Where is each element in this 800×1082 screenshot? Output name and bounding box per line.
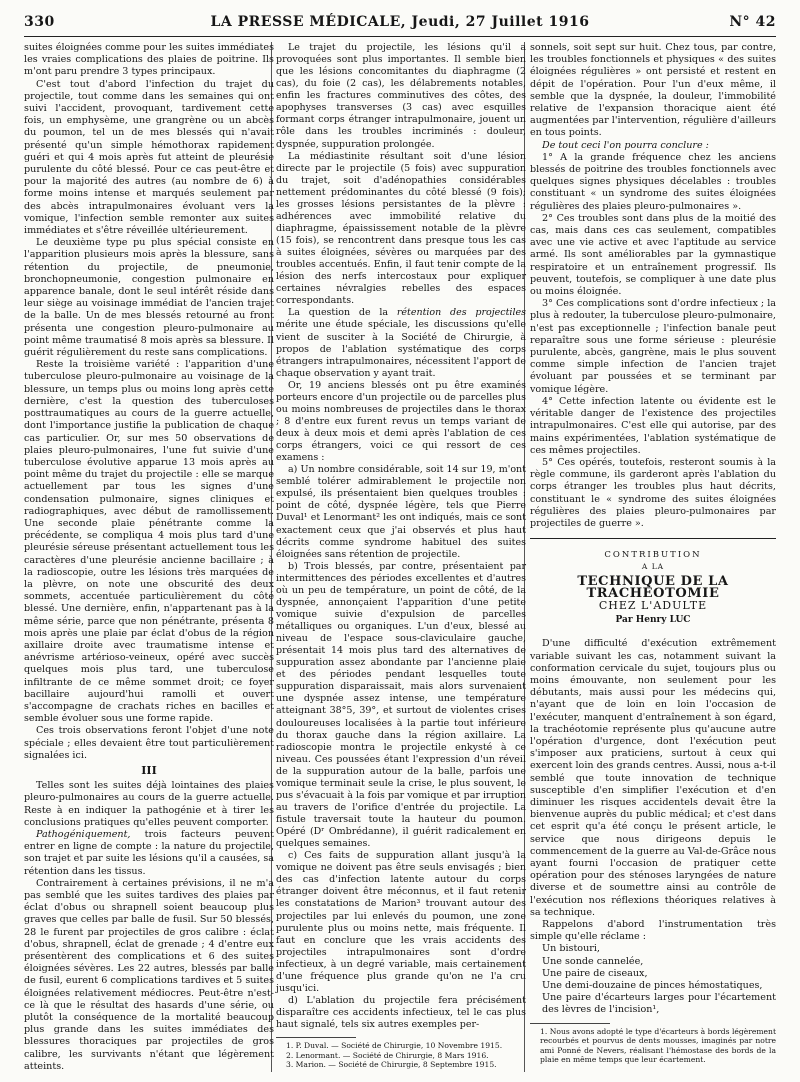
paragraph: Contrairement à certaines prévisions, il ne m'a pas semblé que les suites tardives des plaies par éclat d'obus ou shrapnell soient beaucoup plus graves que celles par balle de fusil. Sur 50 blessés, 28 le furent par projectiles de gros calibre : éclat d'obus, shrapnell, éclat de grenade ; 4 d'entre eux présentèrent des complications et 6 des suites éloignées sévères. Les 22 autres, blessés par balle de fusil, eurent 6 complications tardives et 5 suites éloignées relativement médiocres. Peut-être n'est-ce là que le résultat des hasards d'une série, ou plutôt la conséquence de la mortalité beaucoup plus grande dans les suites immédiates des blessures thoraciques par projectiles de gros calibre, les survivants n'étant que légèrement atteints.: [24, 877, 274, 1072]
paragraph: Telles sont les suites déjà lointaines des plaies pleuro-pulmonaires au cours de la guerre actuelle. Reste à en indiquer la pathogénie et à tirer les conclusions pratiques qu'elles peuvent comporter.: [24, 780, 274, 828]
list-item: Un bistouri,: [542, 943, 600, 955]
conclusion-intro: De tout ceci l'on pourra conclure :: [542, 139, 709, 151]
paragraph-text: La question de la: [288, 307, 397, 319]
paragraph: D'une difficulté d'exécution extrêmement variable suivant les cas, notamment suivant la conformation cervicale du sujet, toujours plus ou moins émouvante, non seulement pour les débutants, mais aussi pour les médecins qui, n'ayant que de loin en loin l'occasion de l'exécuter, manquent d'entraînement à son égard, la trachéotomie représente plus qu'aucune autre l'opération d'urgence, dont l'exécution peut s'imposer aux praticiens, surtout à ceux qui exercent loin des grands centres. Aussi, nous a-t-il semblé que toute innovation de technique susceptible d'en simplifier l'exécution et d'en diminuer les risques accidentels devait être la bienvenue auprès du public médical; et c'est dans cet esprit qu'a été conçu le présent article, le service que nous dirigeons depuis le commencement de la guerre au Val-de-Grâce nous ayant fourni l'occasion de pratiquer cette opération pour des sténoses laryngées de nature diverse et de soumettre ainsi au contrôle de l'exécution nos réflexions théoriques relatives à sa technique.: [530, 638, 776, 918]
footnote-rule: [530, 1023, 610, 1024]
paragraph: [276, 307, 526, 379]
column-3: [530, 42, 776, 1065]
conclusion-item: 1° A la grande fréquence chez les anciens blessés de poitrine des troubles fonctionnels avec quelques signes physiques décelables : troubles constituant « un syndrome des suites éloignées régulières des plaies pleuro-pulmonaires ».: [530, 151, 776, 212]
article-subtitle: CHEZ L'ADULTE: [598, 598, 708, 612]
conclusion-item: 3° Ces complications sont d'ordre infectieux ; la plus à redouter, la tuberculose pleuro-pulmonaire, n'est pas exceptionnelle ; l'infection banale peut reparaître sous une forme sérieuse : pleurésie purulente, abcès, gangrène, mais le plus souvent comme simple infection de l'ancien trajet évoluant par poussées et se terminant par vomique légère.: [530, 298, 776, 395]
page-header: [24, 14, 776, 37]
article-connector: A LA: [641, 562, 665, 572]
instrument-list: [530, 943, 776, 1016]
footnote-rule: [276, 1037, 356, 1038]
conclusion-item: 5° Ces opérés, toutefois, resteront soumis à la règle commune, ils garderont après l'ablation du corps étranger les troubles plus haut décrits, constituant le « syndrome des suites éloignées régulières des plaies pleuro-pulmonaires par projectiles de guerre ».: [530, 456, 776, 529]
list-item: Une paire d'écarteurs larges pour l'écartement des lèvres de l'incision¹,: [542, 992, 776, 1016]
list-item: Une sonde cannelée,: [542, 955, 644, 967]
article-divider: [530, 538, 776, 539]
article-kicker: CONTRIBUTION: [604, 550, 702, 561]
footnote: 1. P. Duval. — Société de Chirurgie, 10 Novembre 1915.: [286, 1041, 503, 1051]
journal-title: LA PRESSE MÉDICALE, Jeudi, 27 Juillet 1916: [210, 14, 590, 30]
footnote: 3. Marion. — Société de Chirurgie, 8 Septembre 1915.: [286, 1060, 497, 1070]
page-number: 330: [24, 14, 55, 30]
article-heading: [530, 549, 776, 626]
italic-phrase: rétention des projectiles: [396, 307, 526, 319]
paragraph: Le trajet du projectile, les lésions qu'il a provoquées sont plus importantes. Il semble bien que les lésions concomitantes du diaphragme (2 cas), du foie (2 cas), les délabrements notables, enfin les fractures comminutives des côtes, des apophyses transverses (3 cas) avec esquilles formant corps étranger intrapulmonaire, jouent un rôle dans les troubles incriminés : douleur, dyspnée, suppuration prolongée.: [276, 42, 526, 150]
column-2: [276, 42, 526, 1070]
footnotes: [276, 1041, 526, 1070]
paragraph: a) Un nombre considérable, soit 14 sur 19, m'ont semblé tolérer admirablement le projectile non expulsé, ils présentaient bien quelques troubles : point de côté, dyspnée légère, tels que Pierre Duval¹ et Lenormant² les ont indiqués, mais ce sont exactement ceux que j'ai observés et plus haut décrits comme syndrome habituel des suites éloignées sans rétention de projectile.: [276, 464, 526, 560]
section-heading: III: [141, 763, 157, 777]
paragraph-text: mérite une étude spéciale, les discussions qu'elle vient de susciter à la Société de Chirurgie, à propos de l'ablation systématique des corps étrangers intrapulmonaires, nécessitent l'apport de chaque observation y ayant trait.: [276, 319, 526, 379]
article-title: TECHNIQUE DE LA TRACHÉOTOMIE: [577, 573, 729, 601]
paragraph: Le deuxième type pu plus spécial consiste en l'apparition plusieurs mois après la blessure, sans rétention du projectile, de pneumonie, bronchopneumonie, congestion pulmonaire en apparence banale, dont le seul intérêt réside dans leur siège au voisinage immédiat de l'ancien trajet de la balle. Un de mes blessés retourné au front présenta une congestion pleuro-pulmonaire au point même traumatisé 8 mois après sa blessure. Il guérit régulièrement du reste sans complications.: [24, 237, 274, 359]
paragraph: d) L'ablation du projectile fera précisément disparaître ces accidents infectieux, tel le cas plus haut signalé, tels six autres exemples per-: [276, 994, 526, 1031]
paragraph: Rappelons d'abord l'instrumentation très simple qu'elle réclame :: [530, 919, 776, 943]
paragraph: [24, 829, 274, 878]
italic-lead: Pathogéniquement,: [36, 829, 131, 840]
paragraph: La médiastinite résultant soit d'une lésion directe par le projectile (5 fois) avec suppuration du trajet, soit d'adénopathies considérables nettement prédominantes du côté blessé (9 fois); les grosses lésions persistantes de la plèvre : adhérences avec immobilité relative du diaphragme, épaississement notable de la plèvre (15 fois), se rencontrent dans presque tous les cas à suites éloignées, sévères ou marquées par des troubles accentués. Enfin, il faut tenir compte de la lésion des nerfs intercostaux pour expliquer certaines névralgies rebelles des espaces correspondants.: [276, 150, 526, 307]
paragraph: sonnels, soit sept sur huit. Chez tous, par contre, les troubles fonctionnels et physiques « des suites éloignées régulières » ont persisté et restent en dépit de l'opération. Pour l'un d'eux même, il semble que la dyspnée, la douleur, l'immobilité relative de l'expansion thoracique aient été augmentées par l'intervention, régulière d'ailleurs en tous points.: [530, 42, 776, 139]
paragraph: Reste la troisième variété : l'apparition d'une tuberculose pleuro-pulmonaire au voisinage de la blessure, un temps plus ou moins long après cette dernière, c'est la question des tuberculoses posttraumatiques au cours de la guerre actuelle, dont l'importance justifie la publication de chaque cas particulier. Or, sur mes 50 observations de plaies pleuro-pulmonaires, l'une fut suivie d'une tuberculose évolutive apparue 13 mois après au point même du trajet du projectile : elle se marque actuellement par tous les signes d'une condensation pulmonaire, signes cliniques et radiographiques, avec début de ramollissement. Une seconde plaie pénétrante comme la précédente, se compliqua 4 mois plus tard d'une pleurésie séreuse présentant actuellement tous les caractères d'une pleurésie ancienne bacillaire ; à la radioscopie, outre les lésions très marquées de la plèvre, on note une obscurité des deux sommets, accentuée particulièrement du côté blessé. Une dernière, enfin, n'appartenant pas à la même série, parce que non pénétrante, présenta 8 mois après une plaie par éclat d'obus de la région axillaire droite avec traumatisme intense et anévrisme artérioso-veineux, opéré avec succès quelques mois plus tard, une tuberculose infiltrante de ce même sommet droit; ce foyer bacillaire aujourd'hui ramolli et ouvert s'accompagne de crachats riches en bacilles et semble évoluer sous une forme rapide.: [24, 359, 274, 725]
conclusion-item: 2° Ces troubles sont dans plus de la moitié des cas, mais dans ces cas seulement, compatibles avec une vie active et avec l'aptitude au service armé. Ils sont améliorables par la gymnastique respiratoire et un entraînement progressif. Ils peuvent, toutefois, se compliquer à une date plus ou moins éloignée.: [530, 212, 776, 298]
footnote: 1. Nous avons adopté le type d'écarteurs à bords légèrement recourbés et pourvus de dents mousses, imaginés par notre ami Ponné de Nevers, réalisant l'hémostase des bords de la plaie en même temps que leur écartement.: [540, 1026, 776, 1065]
footnotes: [530, 1027, 776, 1065]
column-1: [24, 42, 274, 1073]
issue-number: N° 42: [729, 14, 776, 30]
paragraph-text: trois facteurs peuvent entrer en ligne de compte : la nature du projectile, son trajet et par suite les lésions qu'il a causées, sa rétention dans les tissus.: [24, 829, 274, 877]
paragraph: b) Trois blessés, par contre, présentaient par intermittences des périodes excellentes et d'autres où un peu de température, un point de côté, de la dyspnée, annonçaient l'apparition d'une petite vomique suivie d'expulsion de parcelles métalliques ou organiques. L'un d'eux, blessé au niveau de l'espace sous-claviculaire gauche, présentait 14 mois plus tard des alternatives de suppuration assez abondante par l'ancienne plaie et des périodes pendant lesquelles toute suppuration disparaissait, mais alors survenaient une dyspnée assez intense, une température atteignant 38°5, 39°, et surtout de violentes crises douloureuses localisées à la partie tout inférieure du thorax gauche dans la région axillaire. La radioscopie montra le projectile enkysté à ce niveau. Ces poussées étant l'expression d'un réveil de la suppuration autour de la balle, parfois une vomique terminait seule la crise, le plus souvent, le pus s'évacuait à la fois par vomique et par irruption au travers de l'orifice d'entrée du projectile. La fistule traversait toute la hauteur du poumon. Opéré (Dʳ Ombrédanne), il guérit radicalement en quelques semaines.: [276, 560, 526, 850]
paragraph: C'est tout d'abord l'infection du trajet du projectile, tout comme dans les semaines qui ont suivi l'accident, provoquant, tardivement cette fois, un emphysème, une grangrène ou un abcès du poumon, tel un de mes blessés qui n'avait présenté qu'un simple hémothorax rapidement guéri et qui 4 mois après fut atteint de pleurésie purulente du côté blessé. Pour ce cas peut-être et pour la majorité des autres (au nombre de 6) à forme moins intense et marqués seulement par des abcès intrapulmonaires évoluant vers la vomique, l'infection semble remonter aux suites immédiates et s'être réveillée ultérieurement.: [24, 78, 274, 237]
footnote: 2. Lenormant. — Société de Chirurgie, 8 Mars 1916.: [286, 1050, 489, 1060]
article-author: Par Henry LUC: [615, 615, 691, 626]
list-item: Une demi-douzaine de pinces hémostatiques,: [542, 980, 763, 992]
paragraph: c) Ces faits de suppuration allant jusqu'à la vomique ne doivent pas être seuls envisagés ; bien des cas d'infection latente autour du corps étranger doivent être méconnus, et il faut retenir les constatations de Marion³ trouvant autour des projectiles par lui enlevés du poumon, une zone purulente plus ou moins nette, mais fréquente. Il faut en conclure que les vrais accidents des projectiles intrapulmonaires sont d'ordre infectieux, à un degré variable, mais certainement d'une fréquence plus grande qu'on ne l'a cru jusqu'ici.: [276, 850, 526, 994]
list-item: Une paire de ciseaux,: [542, 967, 648, 979]
paragraph: Or, 19 anciens blessés ont pu être examinés porteurs encore d'un projectile ou de parcelles plus ou moins nombreuses de projectiles dans le thorax ; 8 d'entre eux furent revus un temps variant de deux à deux mois et demi après l'ablation de ces corps étrangers, voici ce qui ressort de ces examens :: [276, 379, 526, 464]
paragraph: suites éloignées comme pour les suites immédiates les vraies complications des plaies de poitrine. Ils m'ont paru prendre 3 types principaux.: [24, 42, 274, 78]
conclusion-item: 4° Cette infection latente ou évidente est le véritable danger de l'existence des projectiles intrapulmonaires. C'est elle qui autorise, par des mains expérimentées, l'ablation systématique de ces mêmes projectiles.: [530, 395, 776, 456]
paragraph: Ces trois observations feront l'objet d'une note spéciale ; elles devaient être tout particulièrement signalées ici.: [24, 725, 274, 761]
